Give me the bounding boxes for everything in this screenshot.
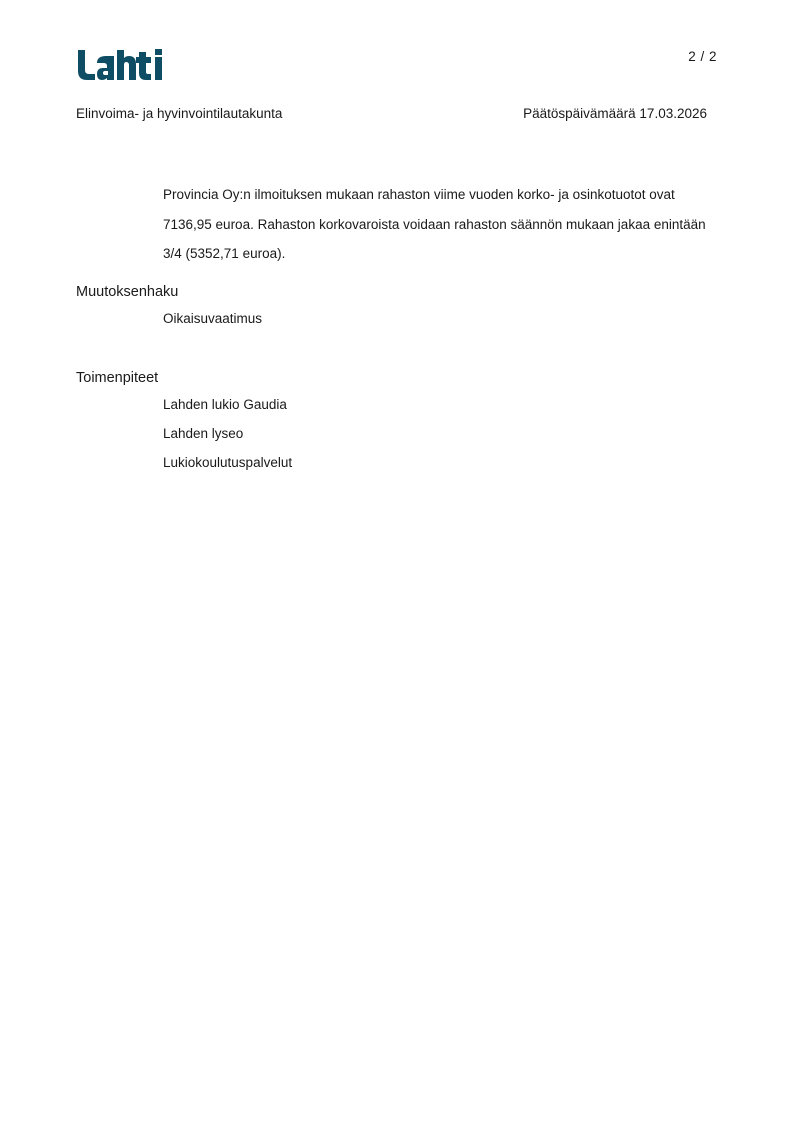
action-item: Lahden lyseo (163, 426, 244, 441)
appeal-heading: Muutoksenhaku (76, 284, 179, 300)
page-number: 2 / 2 (688, 49, 717, 64)
lahti-logo (76, 46, 168, 82)
committee-name: Elinvoima- ja hyvinvointilautakunta (76, 106, 283, 121)
action-item: Lahden lukio Gaudia (163, 397, 287, 412)
appeal-item: Oikaisuvaatimus (163, 311, 263, 326)
body-paragraph: Provincia Oy:n ilmoituksen mukaan rahaston viime vuoden korko- ja osinkotuotot ovat 7136,95 euroa. Rahaston korkovaroista voidaan rahaston säännön mukaan jakaa enintään 3/4 (5352,71 euroa). (163, 187, 706, 261)
actions-heading: Toimenpiteet (76, 370, 159, 386)
decision-date: Päätöspäivämäärä 17.03.2026 (523, 106, 707, 121)
action-item: Lukiokoulutuspalvelut (163, 455, 293, 470)
document-header (76, 106, 707, 121)
